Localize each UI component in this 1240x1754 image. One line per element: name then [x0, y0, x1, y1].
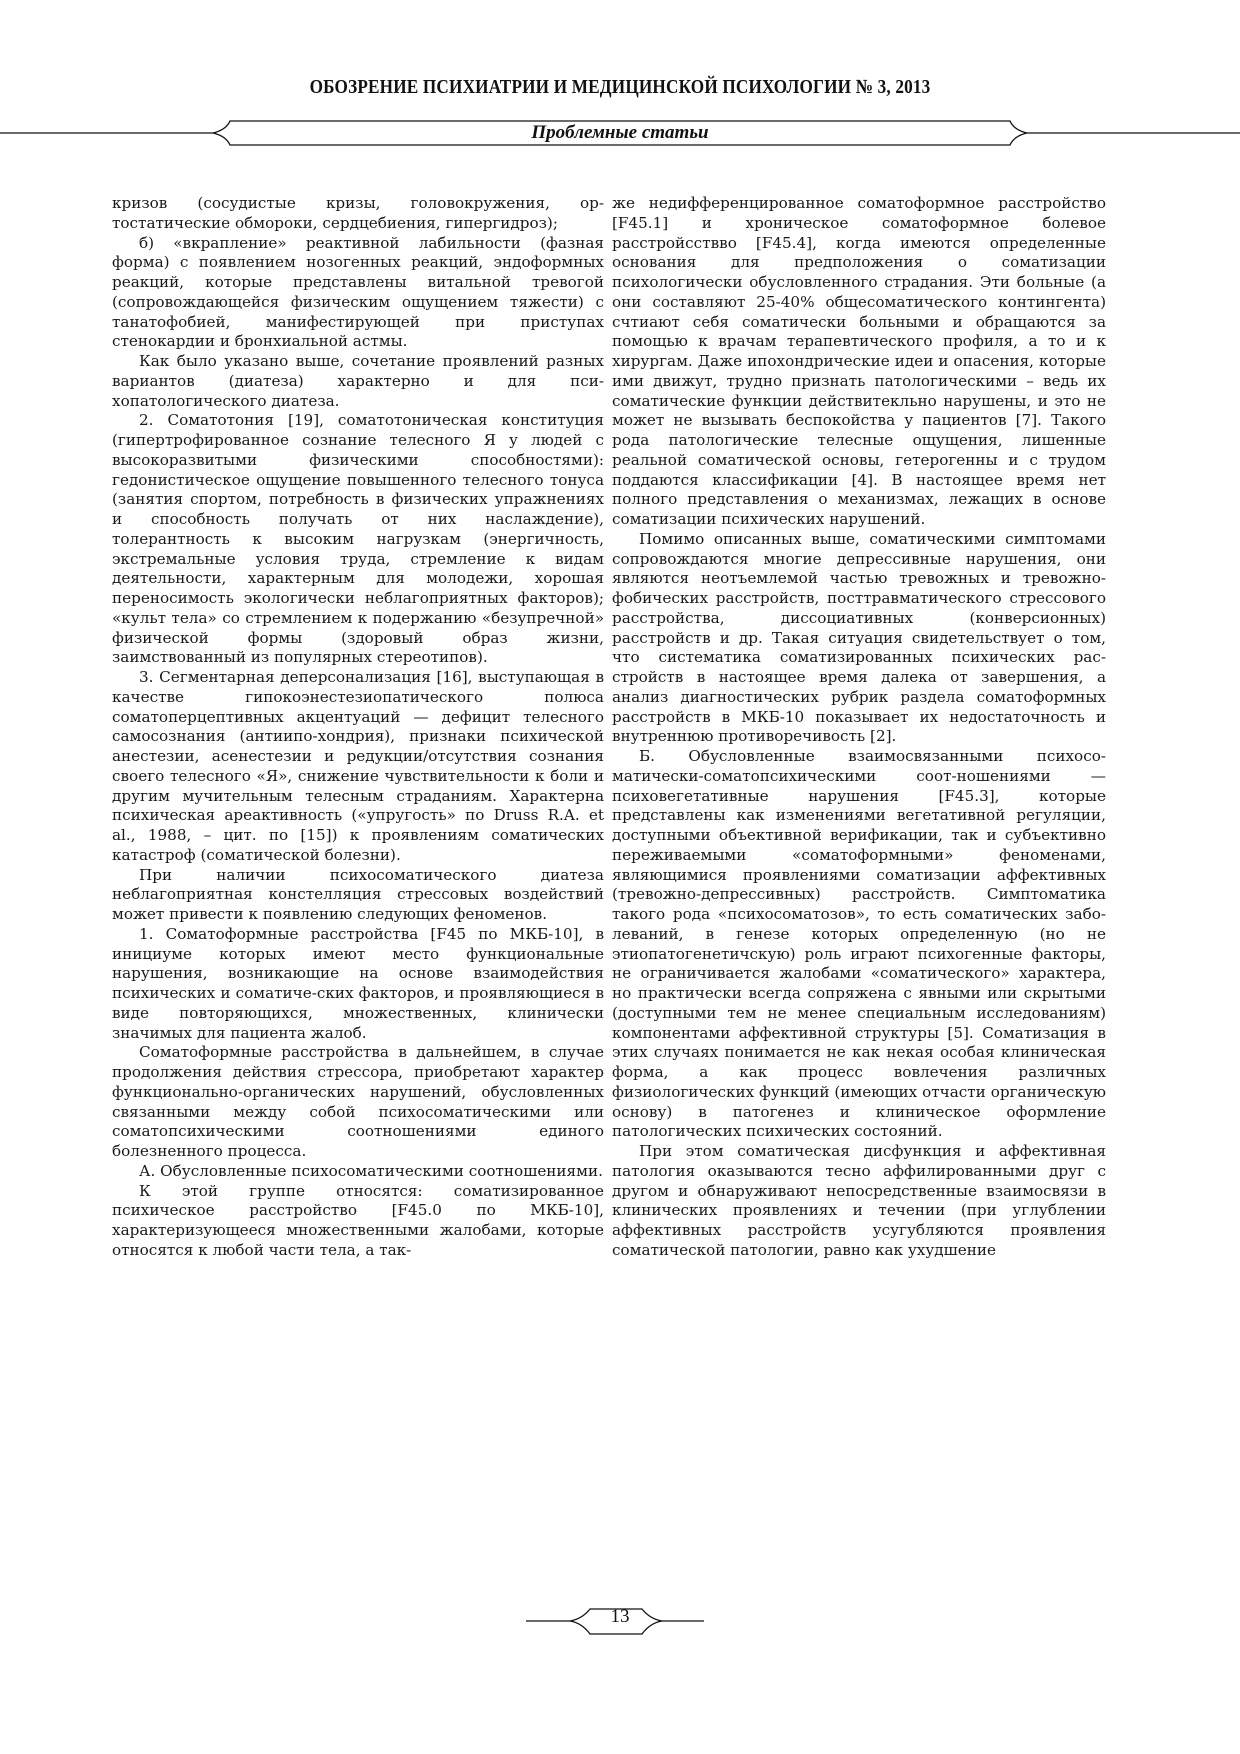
- page-number: 13: [610, 1606, 630, 1627]
- paragraph: Помимо описанных выше, соматическими симптомами сопровождаются многие депрессивные нарушения, они являются неотъемлемой частью тревожных и тревожно-фобических расстройств, посттравматического стрессового расстройства, диссоциативных (конверсионных) расстройств и др. Такая ситуация свидетельствует о том, что систематика соматизированных психических расстройств в настоящее время далека от завершения, а анализ диагностических рубрик раздела соматоформных расстройств в МКБ-10 показывает их недостаточность и внутреннюю противоречивость [2].: [612, 529, 1106, 746]
- paragraph: же недифференцированное соматоформное расстройство [F45.1] и хроническое соматоформное болевое расстройсcтвво [F45.4], когда имеются определенные основания для предположения о соматизации психологически обусловленного страдания. Эти больные (а они составляют 25-40% общесоматического контингента) счтиают себя соматически больными и обращаются за помощью к врачам терапевтического профиля, а то и к хирургам. Даже ипохондрические идеи и опасения, которые ими движут, трудно признать патологическими – ведь их соматические функции действитекльно нарушены, и это не может не вызывать беспокойства у пациентов [7]. Такого рода патологические телесные ощущения, лишенные реальной соматической основы, гетерогенны и с трудом поддаются классификации [4]. В настоящее время нет полного представления о механизмах, лежащих в основе соматизации психических нарушений.: [612, 194, 1106, 528]
- paragraph: Соматоформные расстройства в дальнейшем, в случае продолжения действия стрессора, приобретают характер функционально-органических нарушений, обусловленных связанными между собой психосоматическими или соматопсихическими соотношениями единого болезненного процесса.: [112, 1043, 604, 1160]
- section-label: Проблемные статьи: [531, 122, 709, 143]
- paragraph: А. Обусловленные психосоматическими соотношениями.: [139, 1161, 603, 1180]
- paragraph: При наличии психосоматического диатеза неблагоприятная констелляция стрессовых воздействий может привести к появлению следующих феноменов.: [112, 865, 604, 923]
- left-text-column: [112, 194, 604, 1261]
- paragraph: К этой группе относятся: соматизированное психическое расстройство [F45.0 по МКБ-10], характеризующееся множественными жалобами, которые относятся к любой части тела, а так-: [112, 1181, 604, 1259]
- paragraph: кризов (сосудистые кризы, головокружения, ортостатические обмороки, сердцебиения, гипергидроз);: [112, 194, 604, 232]
- paragraph: При этом соматическая дисфункция и аффективная патология оказываются тесно аффилированными друг с другом и обнаруживают непосредственные взаимосвязи в клинических проявлениях и течении (при углублении аффективных расстройств усугубляются проявления соматической патологии, равно как ухудшение: [612, 1142, 1106, 1259]
- paragraph: Б. Обусловленные взаимосвязанными психосоматически-соматопсихическими соот-ношениями — психовегетативные нарушения [F45.3], которые представлены как изменениями вегетативной регуляции, доступными объективной верификации, так и субъективно переживаемыми «соматоформными» феноменами, являющимися проявлениями соматизации аффективных (тревожно-депрессивных) расстройств. Симптоматика такого рода «психосоматозов», то есть соматических заболеваний, в генезе которых определенную (но не этиопатогенетичскую) роль играют психогенные факторы, не ограничивается жалобами «соматического» характера, но практически всегда сопряжена с явными или скрытыми (доступными тем не менее специальным исследованиям) компонентами аффективной структуры [5]. Соматизация в этих случаях понимается не как некая особая клиническая форма, а как процесс вовлечения различных физиологических функций (имеющих отчасти органическую основу) в патогенез и клиническое оформление патологических психических состояний.: [612, 747, 1106, 1141]
- paragraph: 1. Соматоформные расстройства [F45 по МКБ-10], в инициуме которых имеют место функциональные нарушения, возникающие на основе взаимодействия психических и соматиче-ских факторов, и проявляющиеся в виде повторяющихся, множественных, клинически значимых для пациента жалоб.: [112, 924, 604, 1042]
- paragraph: 3. Сегментарная деперсонализация [16], выступающая в качестве гипокоэнестезиопатического полюса соматоперцептивных акцентуаций — дефицит телесного самосознания (антиипо-хондрия), признаки психической анестезии, асенестезии и редукции/отсутствия сознания своего телесного «Я», снижение чувствительности к боли и другим мучительным телесным страданиям. Характерна психическая ареактивность («упругость» по Druss R.A. et al., 1988, – цит. по [15]) к проявлениям соматических катастроф (соматической болезни).: [112, 668, 604, 864]
- paragraph: 2. Соматотония [19], соматотоническая конституция (гипертрофированное сознание телесного Я у людей с высокоразвитыми физическими способностями): гедонистическое ощущение повышенного телесного тонуса (занятия спортом, потребность в физических упражнениях и способность получать от них наслаждение), толерантность к высоким нагрузкам (энергичность, экстремальные условия труда, стремление к видам деятельности, характерным для молодежи, хорошая переносимость экологически неблагоприятных факторов); «культ тела» со стремлением к подержанию «безупречной» физической формы (здоровый образ жизни, заимствованный из популярных стереотипов).: [112, 411, 604, 667]
- right-text-column: [612, 194, 1106, 1261]
- journal-title: ОБОЗРЕНИЕ ПСИХИАТРИИ И МЕДИЦИНСКОЙ ПСИХОЛОГИИ № 3, 2013: [309, 76, 931, 98]
- paragraph: б) «вкрапление» реактивной лабильности (фазная форма) с появлением нозогенных реакций, эндоформных реакций, которые представлены витальной тревогой (сопровождающейся физическим ощущением тяжести) с танатофобией, манифестирующей при приступах стенокардии и бронхиальной астмы.: [112, 233, 604, 351]
- paragraph: Как было указано выше, сочетание проявлений разных вариантов (диатеза) характерно и для психопатологического диатеза.: [112, 352, 604, 410]
